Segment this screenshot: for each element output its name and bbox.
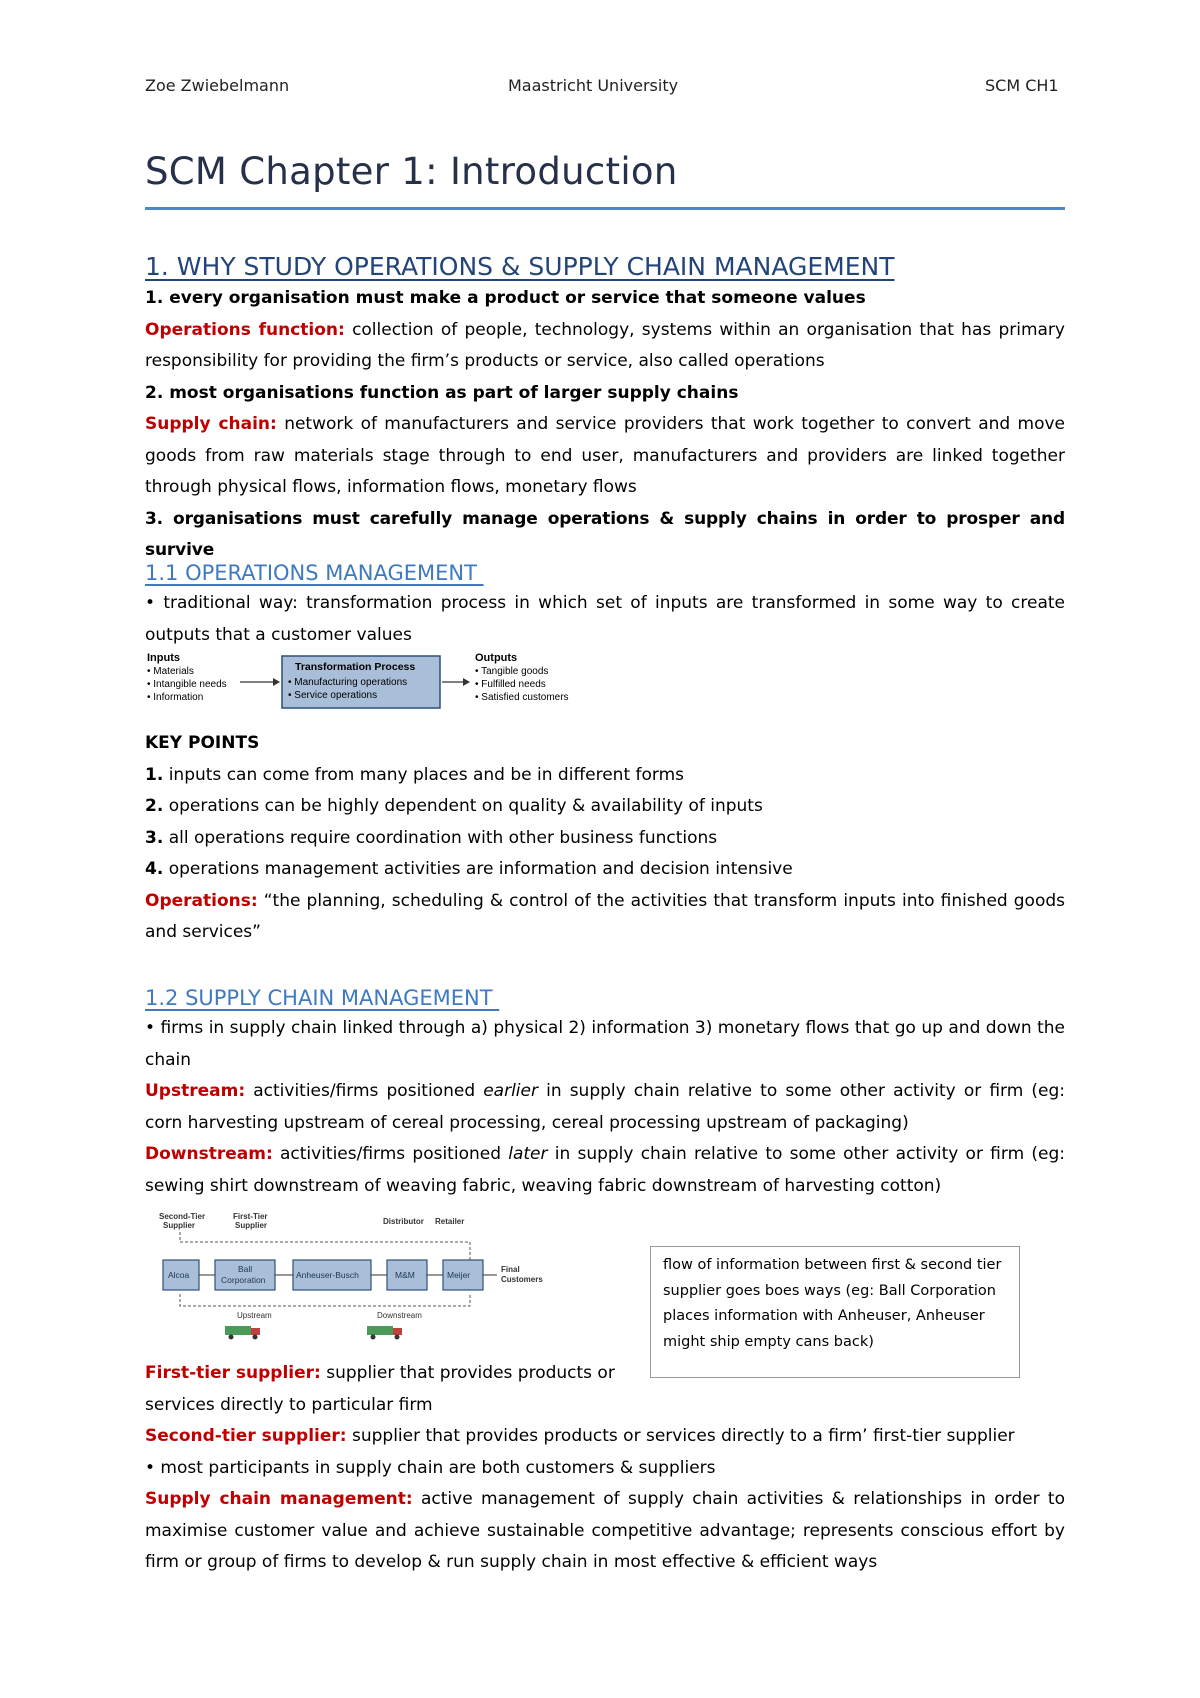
node-label: Ball <box>238 1264 253 1274</box>
definition: collection of people, technology, systems within an organisation that has primary responsibility for providing the firm’s products or service, also called operations <box>145 319 1065 371</box>
section-1-heading: 1. WHY STUDY OPERATIONS & SUPPLY CHAIN MANAGEMENT <box>145 252 895 281</box>
upstream-definition <box>145 1076 1065 1139</box>
truck-icon <box>225 1326 260 1340</box>
node-label: Anheuser-Busch <box>296 1270 359 1280</box>
term: Operations: <box>145 890 258 911</box>
definition-part: in supply chain relative to some other activity or firm (eg: sewing shirt downstream of weaving fabric, weaving fabric downstream of harvesting cotton) <box>145 1144 1065 1196</box>
process-title: Transformation Process <box>295 661 416 673</box>
section-1-1-heading: 1.1 OPERATIONS MANAGEMENT <box>145 561 484 585</box>
term: First-tier supplier: <box>145 1363 321 1383</box>
definition: supplier that provides products or <box>326 1363 615 1383</box>
key-point-text: operations management activities are information and decision intensive <box>168 859 793 879</box>
participants-bullet: • most participants in supply chain are both customers & suppliers <box>145 1457 716 1478</box>
definition: active management of supply chain activities & relationships in order to maximise customer value and achieve sustainable competitive advantage; represents conscious effort by firm or group of firms to develop & run supply chain in most effective & efficient ways <box>145 1489 1065 1572</box>
physical-flow-line <box>180 1294 470 1306</box>
section-1-1 <box>145 556 1065 651</box>
upstream-label: Upstream <box>237 1311 272 1320</box>
key-points-title: KEY POINTS <box>145 733 260 753</box>
traditional-way-bullet: • traditional way: transformation process in which set of inputs are transformed in some way to create outputs that a customer values <box>145 593 1065 645</box>
header-university: Maastricht University <box>508 76 679 95</box>
section-1-2 <box>145 981 1065 1202</box>
term: Second-tier supplier: <box>145 1426 347 1446</box>
key-point-number: 1. <box>145 764 164 785</box>
header-author: Zoe Zwiebelmann <box>145 76 290 95</box>
input-item: • Materials <box>147 666 194 677</box>
output-item: • Tangible goods <box>475 666 549 677</box>
key-point <box>145 823 1065 855</box>
process-item: • Manufacturing operations <box>288 677 408 688</box>
section-1 <box>145 247 1065 567</box>
node-label: M&M <box>395 1270 415 1280</box>
output-item: • Satisfied customers <box>475 692 569 703</box>
definition: supplier that provides products or services directly to a firm’ first-tier supplier <box>351 1426 1015 1446</box>
key-point-text: inputs can come from many places and be in different forms <box>168 764 685 785</box>
key-point <box>145 854 1065 886</box>
key-point-number: 4. <box>145 859 164 879</box>
supply-chain-diagram <box>145 1210 555 1342</box>
first-tier-label: Supplier <box>235 1221 268 1230</box>
note-textbox: flow of information between first & second tier supplier goes boes ways (eg: Ball Corporation places information with Anheuser, Anheuser might ship empty cans back) <box>650 1246 1020 1378</box>
input-item: • Intangible needs <box>147 679 227 690</box>
retailer-label: Retailer <box>435 1217 465 1226</box>
key-point <box>145 791 1065 823</box>
key-point-number: 2. <box>145 796 164 816</box>
input-item: • Information <box>147 692 204 703</box>
definition: “the planning, scheduling & control of the activities that transform inputs into finished goods and services” <box>145 890 1066 942</box>
second-tier-definition <box>145 1421 1065 1453</box>
point-3: 3. organisations must carefully manage operations & supply chains in order to prosper and survive <box>145 508 1065 560</box>
process-item: • Service operations <box>288 690 378 701</box>
node-label: Alcoa <box>168 1270 190 1280</box>
supplier-definitions <box>145 1358 1065 1579</box>
scm-definition <box>145 1484 1065 1579</box>
definition: network of manufacturers and service providers that work together to convert and move goods from raw materials stage through to end user, manufacturers and providers are linked together through physical flows, information flows, monetary flows <box>145 414 1066 497</box>
arrow-in-head <box>273 678 280 686</box>
definition-part: activities/firms positioned <box>279 1144 501 1164</box>
node-label: Meijer <box>447 1270 471 1280</box>
key-point <box>145 760 1065 792</box>
transformation-process-diagram <box>145 650 585 724</box>
linked-flows-bullet: • firms in supply chain linked through a) physical 2) information 3) monetary flows that go up and down the chain <box>145 1018 1065 1070</box>
key-point-number: 3. <box>145 827 164 848</box>
truck-icon <box>367 1326 402 1340</box>
section-1-2-heading: 1.2 SUPPLY CHAIN MANAGEMENT <box>145 986 500 1010</box>
definition-emphasis: later <box>508 1144 548 1164</box>
second-tier-label: Supplier <box>163 1221 196 1230</box>
outputs-title: Outputs <box>475 652 518 664</box>
output-item: • Fulfilled needs <box>475 679 546 690</box>
distributor-label: Distributor <box>383 1217 424 1226</box>
definition-part: in supply chain relative to some other activity or firm (eg: corn harvesting upstream of cereal processing, cereal processing upstream of packaging) <box>145 1081 1066 1133</box>
term: Supply chain: <box>145 414 277 434</box>
information-flow-line <box>180 1232 470 1260</box>
first-tier-definition-cont: services directly to particular firm <box>145 1394 433 1415</box>
key-point-text: all operations require coordination with other business functions <box>168 827 718 848</box>
operations-function-definition <box>145 315 1065 378</box>
second-tier-label: Second-Tier <box>159 1212 206 1221</box>
title-rule <box>145 207 1065 210</box>
term: Operations function: <box>145 319 345 340</box>
definition-part: activities/firms positioned <box>253 1081 476 1101</box>
first-tier-definition <box>145 1358 1065 1390</box>
point-1: 1. every organisation must make a product or service that someone values <box>145 288 866 308</box>
operations-definition <box>145 886 1065 949</box>
page-title: SCM Chapter 1: Introduction <box>145 150 678 193</box>
downstream-definition <box>145 1139 1065 1202</box>
node-label: Corporation <box>221 1275 266 1285</box>
term: Supply chain management: <box>145 1489 413 1509</box>
downstream-label: Downstream <box>377 1311 422 1320</box>
header-chapter: SCM CH1 <box>985 76 1059 95</box>
final-customers-label: Final <box>501 1265 520 1274</box>
final-customers-label: Customers <box>501 1275 543 1284</box>
supply-chain-definition <box>145 409 1065 504</box>
key-points <box>145 728 1065 949</box>
term: Downstream: <box>145 1144 273 1164</box>
point-2: 2. most organisations function as part of larger supply chains <box>145 382 739 403</box>
definition-emphasis: earlier <box>483 1081 538 1101</box>
arrow-out-head <box>463 678 470 686</box>
inputs-title: Inputs <box>147 652 180 664</box>
key-point-text: operations can be highly dependent on quality & availability of inputs <box>168 796 763 816</box>
first-tier-label: First-Tier <box>233 1212 268 1221</box>
term: Upstream: <box>145 1081 246 1101</box>
